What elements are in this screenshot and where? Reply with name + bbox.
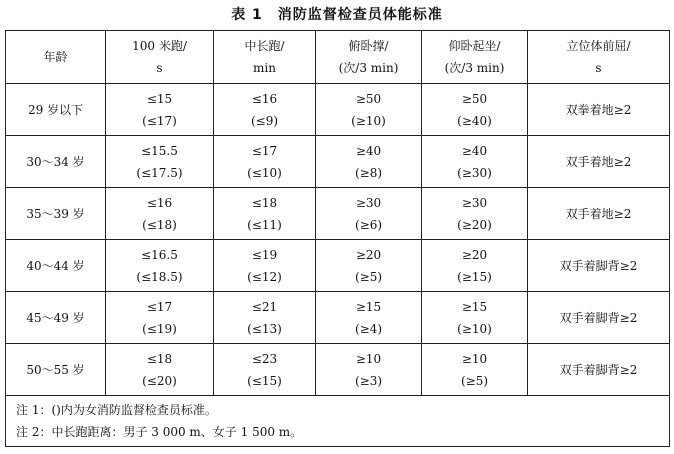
age-cell: 30～34 岁 [6, 136, 106, 188]
male-standard: ≥30 [461, 195, 488, 210]
table-row [6, 136, 670, 188]
middle-run-cell [214, 188, 316, 240]
female-standard: (≤17) [142, 113, 177, 128]
pushup-cell [316, 292, 422, 344]
middle-run-cell [214, 136, 316, 188]
run100-cell [106, 240, 214, 292]
age-cell: 50～55 岁 [6, 344, 106, 396]
male-standard: ≤16.5 [141, 247, 178, 262]
situp-cell [422, 84, 528, 136]
run100-cell [106, 84, 214, 136]
flexibility-cell: 双手着地≥2 [528, 136, 670, 188]
column-header-label: 立位体前屈/ [566, 39, 631, 53]
male-standard: ≤15.5 [141, 143, 178, 158]
female-standard: (≤18) [142, 217, 177, 232]
male-standard: ≥50 [355, 91, 382, 106]
table-header [6, 31, 670, 84]
column-header [106, 31, 214, 84]
male-standard: ≥30 [355, 195, 382, 210]
column-header-unit: (次/3 min) [444, 61, 505, 75]
female-standard: (≥6) [354, 217, 383, 232]
female-standard: (≥15) [457, 269, 492, 284]
age-cell: 40～44 岁 [6, 240, 106, 292]
male-standard: ≤18 [251, 195, 278, 210]
column-header [528, 31, 670, 84]
run100-cell [106, 344, 214, 396]
pushup-cell [316, 136, 422, 188]
column-header-label: 100 米跑/ [132, 39, 187, 53]
male-standard: ≥40 [461, 143, 488, 158]
male-standard: ≤19 [251, 247, 278, 262]
female-standard: (≤20) [142, 373, 177, 388]
female-standard: (≤12) [247, 269, 282, 284]
table-row [6, 240, 670, 292]
table-body [6, 84, 670, 447]
male-standard: ≤17 [251, 143, 278, 158]
column-header-unit: min [253, 61, 276, 75]
male-standard: ≤23 [251, 351, 278, 366]
situp-cell [422, 188, 528, 240]
column-header-unit: s [156, 61, 163, 75]
female-standard: (≥5) [460, 373, 489, 388]
female-standard: (≥40) [457, 113, 492, 128]
column-header-label: 俯卧撑/ [348, 39, 389, 53]
fitness-standards-table [5, 30, 670, 447]
male-standard: ≤16 [146, 195, 173, 210]
female-standard: (≥20) [457, 217, 492, 232]
female-standard: (≤19) [142, 321, 177, 336]
female-standard: (≥10) [457, 321, 492, 336]
column-header-unit: (次/3 min) [338, 61, 399, 75]
age-cell: 35～39 岁 [6, 188, 106, 240]
male-standard: ≤18 [146, 351, 173, 366]
situp-cell [422, 240, 528, 292]
female-standard: (≥3) [354, 373, 383, 388]
column-header [6, 31, 106, 84]
pushup-cell [316, 84, 422, 136]
column-header [214, 31, 316, 84]
pushup-cell [316, 344, 422, 396]
column-header-label: 中长跑/ [244, 39, 285, 53]
run100-cell [106, 136, 214, 188]
notes-row [6, 396, 670, 447]
column-header-label: 年龄 [43, 50, 68, 64]
situp-cell [422, 292, 528, 344]
column-header-unit: s [595, 61, 602, 75]
column-header [316, 31, 422, 84]
middle-run-cell [214, 240, 316, 292]
female-standard: (≥10) [351, 113, 386, 128]
table-row [6, 292, 670, 344]
female-standard: (≥5) [354, 269, 383, 284]
female-standard: (≤9) [250, 113, 279, 128]
notes-cell [6, 396, 670, 447]
male-standard: ≥15 [461, 299, 488, 314]
male-standard: ≥20 [355, 247, 382, 262]
column-header [422, 31, 528, 84]
male-standard: ≥10 [355, 351, 382, 366]
male-standard: ≤17 [146, 299, 173, 314]
flexibility-cell: 双手着脚背≥2 [528, 240, 670, 292]
female-standard: (≤13) [247, 321, 282, 336]
female-standard: (≥30) [457, 165, 492, 180]
age-cell: 45～49 岁 [6, 292, 106, 344]
male-standard: ≥20 [461, 247, 488, 262]
male-standard: ≤15 [146, 91, 173, 106]
male-standard: ≥15 [355, 299, 382, 314]
situp-cell [422, 344, 528, 396]
table-note: 注 1：()内为女消防监督检查员标准。 [16, 403, 217, 417]
run100-cell [106, 188, 214, 240]
flexibility-cell: 双拳着地≥2 [528, 84, 670, 136]
female-standard: (≤10) [247, 165, 282, 180]
male-standard: ≥10 [461, 351, 488, 366]
female-standard: (≤18.5) [136, 269, 183, 284]
flexibility-cell: 双手着脚背≥2 [528, 344, 670, 396]
pushup-cell [316, 188, 422, 240]
male-standard: ≥40 [355, 143, 382, 158]
pushup-cell [316, 240, 422, 292]
female-standard: (≤15) [247, 373, 282, 388]
situp-cell [422, 136, 528, 188]
female-standard: (≥4) [354, 321, 383, 336]
age-cell: 29 岁以下 [6, 84, 106, 136]
column-header-label: 仰卧起坐/ [448, 39, 501, 53]
male-standard: ≤21 [251, 299, 278, 314]
female-standard: (≤17.5) [136, 165, 183, 180]
table-note: 注 2：中长跑距离：男子 3 000 m、女子 1 500 m。 [16, 425, 303, 439]
table-row [6, 84, 670, 136]
male-standard: ≤16 [251, 91, 278, 106]
female-standard: (≥8) [354, 165, 383, 180]
male-standard: ≥50 [461, 91, 488, 106]
middle-run-cell [214, 292, 316, 344]
female-standard: (≤11) [247, 217, 282, 232]
table-row [6, 188, 670, 240]
table-row [6, 344, 670, 396]
middle-run-cell [214, 84, 316, 136]
table-title: 表 1 消防监督检查员体能标准 [231, 7, 443, 23]
flexibility-cell: 双手着地≥2 [528, 188, 670, 240]
run100-cell [106, 292, 214, 344]
flexibility-cell: 双手着脚背≥2 [528, 292, 670, 344]
middle-run-cell [214, 344, 316, 396]
header-row [6, 31, 670, 84]
